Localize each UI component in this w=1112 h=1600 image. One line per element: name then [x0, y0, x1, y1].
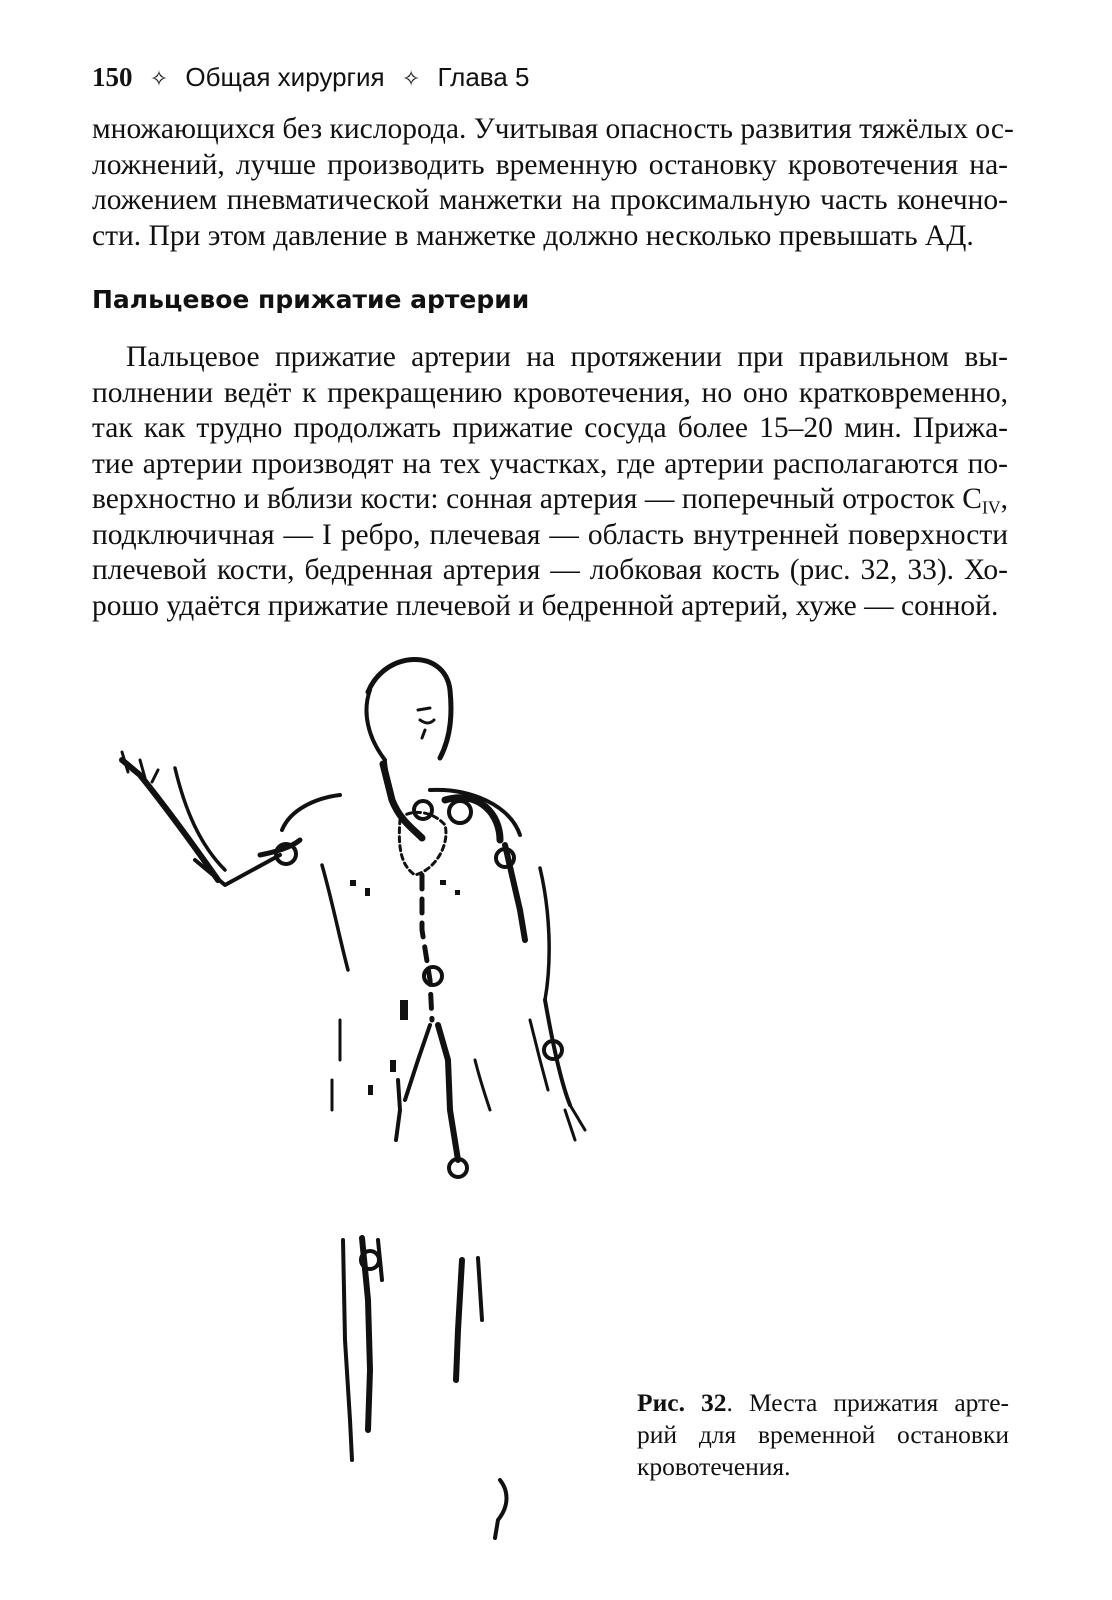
iliac-artery: [405, 1025, 430, 1100]
drawing-speckle: [440, 880, 446, 885]
text-line: тие артерии производят на тех участках, где артерии располагаются по-: [92, 447, 1008, 480]
raised-arm: [122, 760, 218, 880]
text-line: ложнений, лучше производить временную остановку кровотечения на-: [92, 148, 1008, 181]
figure-label: Рис. 32: [637, 1388, 727, 1417]
torso-right: [540, 868, 549, 1000]
header-separator-icon: ✧: [149, 66, 169, 91]
body-artery-figure: [100, 640, 660, 1560]
iliac-artery: [438, 1025, 458, 1160]
figure-caption: [637, 1387, 1009, 1483]
aorta: [422, 875, 432, 1020]
drawing-speckle: [365, 888, 370, 896]
text-line: Пальцевое прижатие артерии на протяжении при правильном вы-: [126, 341, 1008, 373]
shoulder-outline: [282, 795, 340, 830]
iliac-branch: [396, 1080, 400, 1140]
leg-left: [343, 1240, 352, 1460]
text-line: так как трудно продолжать прижатие сосуда более 15–20 мин. Прижа-: [92, 412, 1008, 444]
hand-right: [565, 1105, 585, 1140]
caption-text: . Места прижатия арте-: [726, 1388, 1009, 1417]
caption-line: кровотечения.: [637, 1452, 791, 1481]
drawing-speckle: [400, 1000, 408, 1020]
head-outline: [368, 659, 451, 758]
chapter-label: Глава 5: [437, 62, 530, 92]
text-fragment: верхностно и вблизи кости: сонная артерия — поперечный отросток C: [92, 483, 982, 515]
drawing-speckle: [368, 1085, 373, 1095]
pressure-point-marker: [414, 801, 432, 819]
text-line: множающихся без кислорода. Учитывая опасность развития тяжёлых ос-: [92, 113, 1014, 145]
pressure-point-marker: [449, 801, 471, 823]
drawing-speckle: [350, 880, 356, 886]
pressure-point-marker: [424, 967, 442, 985]
carotid-artery: [383, 764, 422, 838]
caption-line: рий для временной остановки: [637, 1420, 1009, 1449]
paragraph-finger-pressure: [92, 340, 1008, 624]
text-line: плечевой кости, бедренная артерия — лобковая кость (рис. 32, 33). Хо-: [92, 554, 1008, 586]
face-detail: [418, 708, 434, 738]
leg-right: [478, 1258, 482, 1320]
running-head: [92, 62, 529, 93]
text-line: подключичная — I ребро, плечевая — область внутренней поверхности: [92, 518, 1008, 551]
foot: [495, 1480, 507, 1538]
text-line: ложением пневматической манжетки на проксимальную часть конечно-: [92, 184, 1008, 216]
page-number: 150: [92, 62, 133, 92]
drawing-speckle: [455, 890, 460, 895]
vertebra-subscript: IV: [981, 497, 1001, 518]
arm-left: [332, 1020, 340, 1110]
paragraph-continuation: [92, 112, 1014, 254]
iliac-branch: [475, 1060, 490, 1110]
head-outline: [366, 690, 385, 760]
text-line: сти. При этом давление в манжетке должно несколько превышать АД.: [92, 219, 974, 252]
raised-arm: [195, 855, 280, 885]
text-fragment: ,: [1000, 483, 1008, 515]
torso-left: [322, 865, 348, 970]
section-heading: Пальцевое прижатие артерии: [92, 285, 530, 314]
text-line: рошо удаётся прижатие плечевой и бедренной артерий, хуже — сонной.: [92, 589, 999, 622]
leg-right: [456, 1260, 462, 1380]
caption-line: [637, 1387, 1009, 1419]
text-line: полнении ведёт к прекращению кровотечения, но оно кратковременно,: [92, 376, 1008, 409]
header-separator-icon: ✧: [401, 66, 421, 91]
text-line: [92, 482, 1008, 518]
book-title: Общая хирургия: [185, 62, 385, 92]
drawing-speckle: [390, 1060, 396, 1072]
